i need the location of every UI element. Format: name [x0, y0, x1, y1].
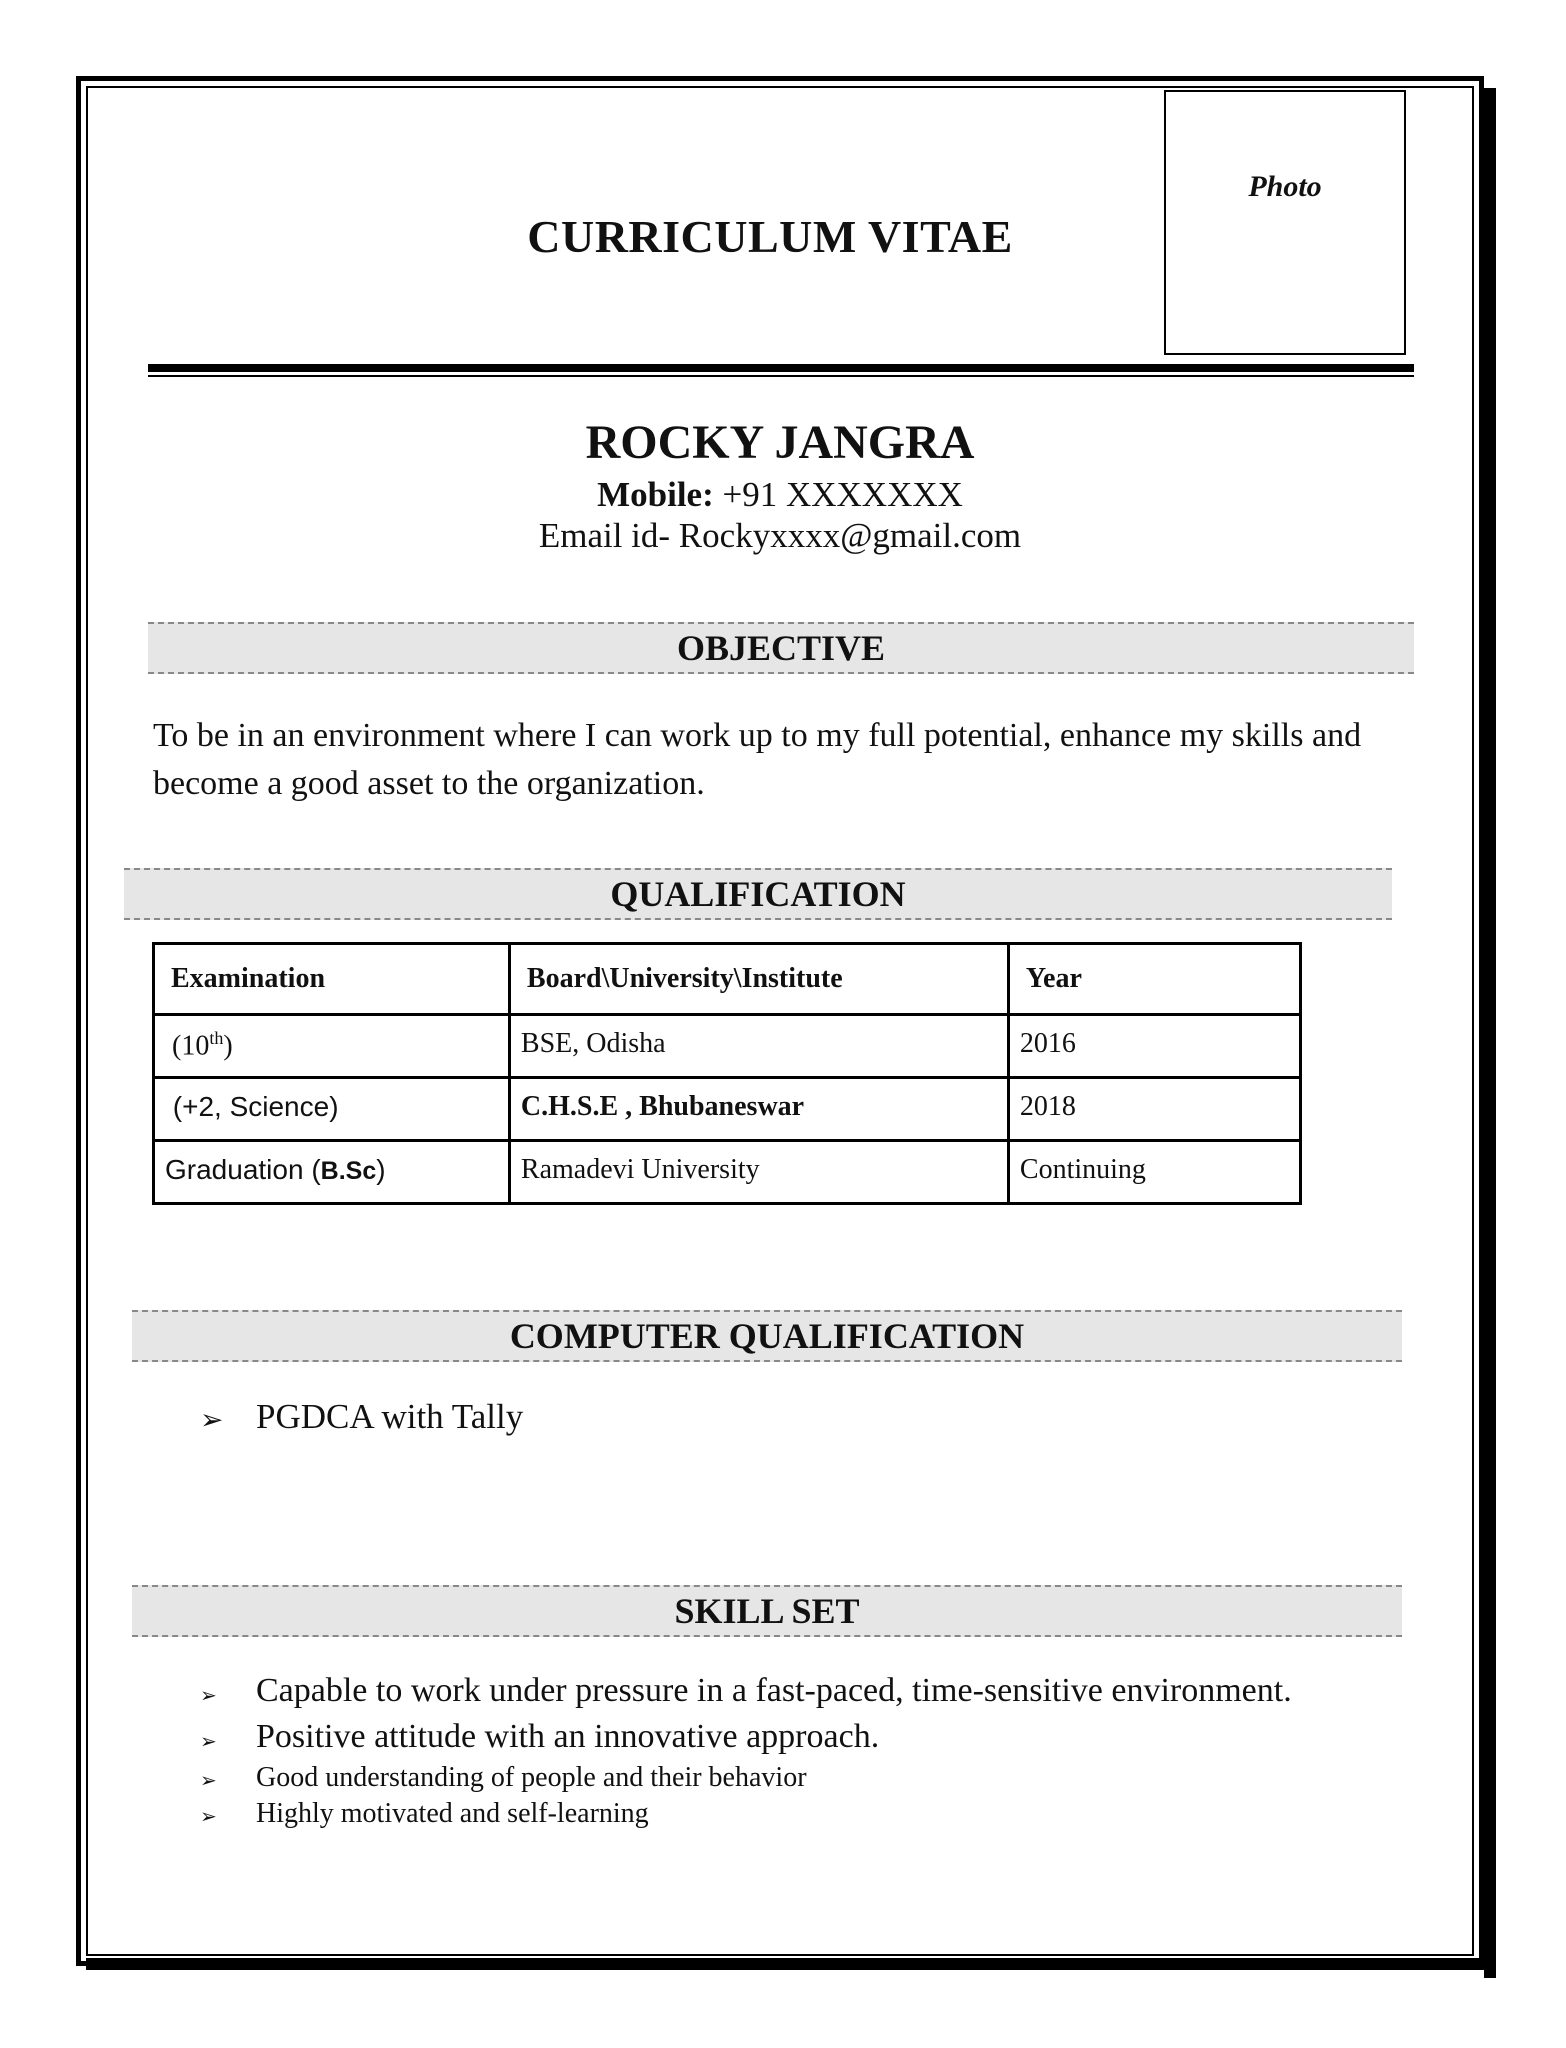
arrow-bullet-icon: ➢ [200, 1403, 224, 1436]
column-header-year: Year [1008, 944, 1300, 1015]
exam-cell [154, 1015, 510, 1078]
objective-text: To be in an environment where I can work up to my full potential, enhance my skills and become a good asset to the organization. [153, 717, 1362, 802]
column-header-examination: Examination [154, 944, 510, 1015]
exam-text: (+2, Science) [172, 1091, 339, 1122]
computer-qualification-list [200, 1397, 1350, 1437]
qualification-table [152, 942, 1302, 1205]
board-cell: BSE, Odisha [509, 1015, 1008, 1078]
list-item-text: Good understanding of people and their behavior [256, 1762, 807, 1793]
section-heading-computer-qualification: COMPUTER QUALIFICATION [132, 1310, 1402, 1362]
arrow-bullet-icon: ➢ [200, 1683, 217, 1707]
exam-text: (10 [172, 1030, 210, 1062]
table-row [154, 1141, 1301, 1204]
header-divider [148, 364, 1414, 372]
section-heading-skill-set: SKILL SET [132, 1585, 1402, 1637]
list-item-text: Highly motivated and self-learning [256, 1798, 649, 1829]
photo-label: Photo [1248, 170, 1322, 203]
page-title: CURRICULUM VITAE [527, 211, 1013, 262]
list-item-text: Positive attitude with an innovative approach. [256, 1718, 880, 1755]
list-item-text: PGDCA with Tally [256, 1397, 524, 1436]
year-cell: Continuing [1008, 1141, 1300, 1204]
arrow-bullet-icon: ➢ [200, 1804, 217, 1828]
exam-text-suffix: ) [376, 1154, 386, 1185]
year-cell: 2016 [1008, 1015, 1300, 1078]
table-header-row [154, 944, 1301, 1015]
exam-text: Graduation ( [165, 1154, 321, 1185]
year-cell: 2018 [1008, 1078, 1300, 1141]
table-row [154, 1078, 1301, 1141]
table-row [154, 1015, 1301, 1078]
exam-superscript: th [209, 1028, 224, 1048]
list-item [200, 1668, 1400, 1714]
list-item [200, 1397, 1350, 1437]
arrow-bullet-icon: ➢ [200, 1768, 217, 1792]
list-item [200, 1714, 1400, 1760]
list-item [200, 1796, 1400, 1832]
email-line: Email id- Rockyxxxx@gmail.com [538, 516, 1022, 555]
mobile-value: +91 XXXXXXX [722, 475, 963, 514]
board-cell: Ramadevi University [509, 1141, 1008, 1204]
skill-list [200, 1668, 1400, 1832]
exam-cell [154, 1078, 510, 1141]
frame-shadow-right [1484, 88, 1496, 1978]
header-divider-thin [148, 375, 1414, 377]
column-header-board: Board\University\Institute [509, 944, 1008, 1015]
mobile-label: Mobile: [597, 475, 714, 514]
mobile-line [300, 475, 1260, 515]
list-item [200, 1760, 1400, 1796]
board-cell: C.H.S.E , Bhubaneswar [509, 1078, 1008, 1141]
candidate-name: ROCKY JANGRA [585, 416, 975, 469]
exam-text-suffix: ) [223, 1030, 233, 1062]
arrow-bullet-icon: ➢ [200, 1729, 217, 1753]
section-heading-qualification: QUALIFICATION [124, 868, 1392, 920]
section-heading-objective: OBJECTIVE [148, 622, 1414, 674]
list-item-text: Capable to work under pressure in a fast-paced, time-sensitive environment. [256, 1672, 1292, 1709]
exam-text-bold: B.Sc [320, 1157, 377, 1185]
exam-cell [154, 1141, 510, 1204]
